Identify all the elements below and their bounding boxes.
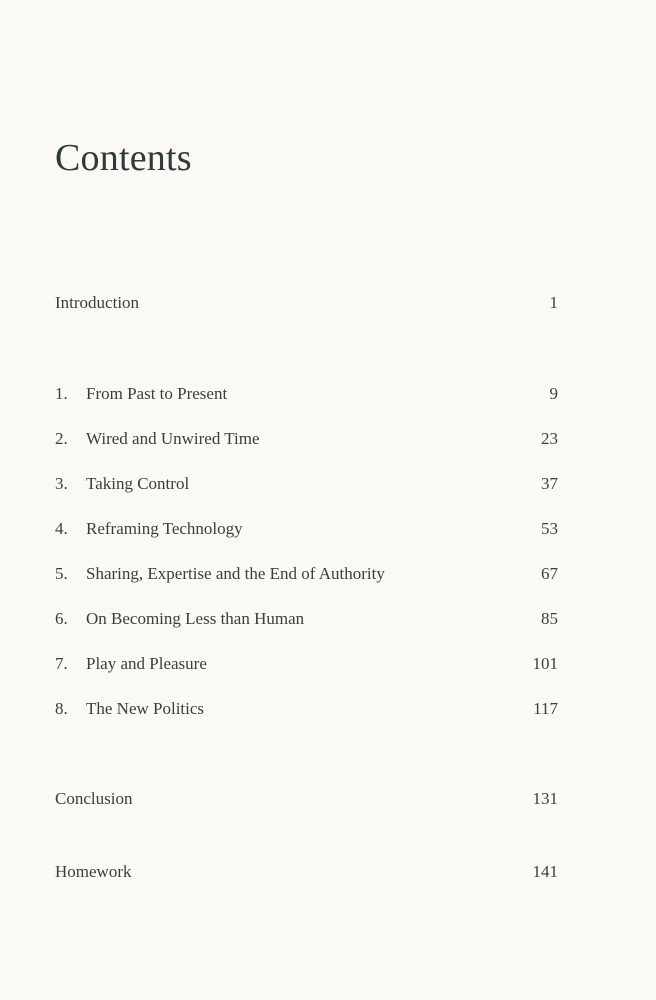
chapter-number: 1. — [55, 384, 68, 403]
toc-entry-label: Taking Control — [86, 474, 190, 493]
toc-entry-chapter-6[interactable] — [55, 609, 558, 635]
toc-entry-label: On Becoming Less than Human — [86, 609, 305, 628]
chapter-number: 7. — [55, 654, 68, 673]
toc-page-number: 67 — [541, 564, 558, 583]
chapter-number: 3. — [55, 474, 68, 493]
toc-entry-chapter-2[interactable] — [55, 429, 558, 455]
chapter-number: 8. — [55, 699, 68, 718]
toc-entry-label: Wired and Unwired Time — [86, 429, 260, 448]
toc-entry-introduction[interactable] — [55, 293, 558, 319]
toc-entry-label: Reframing Technology — [86, 519, 243, 538]
toc-entry-label: Homework — [55, 862, 132, 881]
toc-page-number: 53 — [541, 519, 558, 538]
toc-page-number: 9 — [549, 384, 558, 403]
chapter-number: 6. — [55, 609, 68, 628]
toc-page-number: 85 — [541, 609, 558, 628]
toc-entry-chapter-5[interactable] — [55, 564, 558, 590]
toc-page-number: 101 — [532, 654, 558, 673]
chapter-number: 4. — [55, 519, 68, 538]
toc-entry-conclusion[interactable] — [55, 789, 558, 815]
toc-page-number: 141 — [532, 862, 558, 881]
chapter-number: 2. — [55, 429, 68, 448]
toc-entry-chapter-7[interactable] — [55, 654, 558, 680]
toc-page-number: 117 — [533, 699, 558, 718]
toc-entry-chapter-1[interactable] — [55, 384, 558, 410]
toc-entry-label: Sharing, Expertise and the End of Authority — [86, 564, 385, 583]
toc-entry-label: From Past to Present — [86, 384, 228, 403]
chapter-number: 5. — [55, 564, 68, 583]
toc-page-number: 131 — [532, 789, 558, 808]
toc-entry-chapter-4[interactable] — [55, 519, 558, 545]
toc-page-number: 1 — [549, 293, 558, 312]
toc-entry-chapter-3[interactable] — [55, 474, 558, 500]
toc-entry-label: The New Politics — [86, 699, 205, 718]
toc-entry-label: Play and Pleasure — [86, 654, 207, 673]
toc-entry-chapter-8[interactable] — [55, 699, 558, 725]
toc-entry-label: Introduction — [55, 293, 140, 312]
toc-entry-label: Conclusion — [55, 789, 133, 808]
toc-entry-homework[interactable] — [55, 862, 558, 888]
page-title: Contents — [55, 137, 192, 179]
toc-page-number: 37 — [541, 474, 558, 493]
toc-page-number: 23 — [541, 429, 558, 448]
